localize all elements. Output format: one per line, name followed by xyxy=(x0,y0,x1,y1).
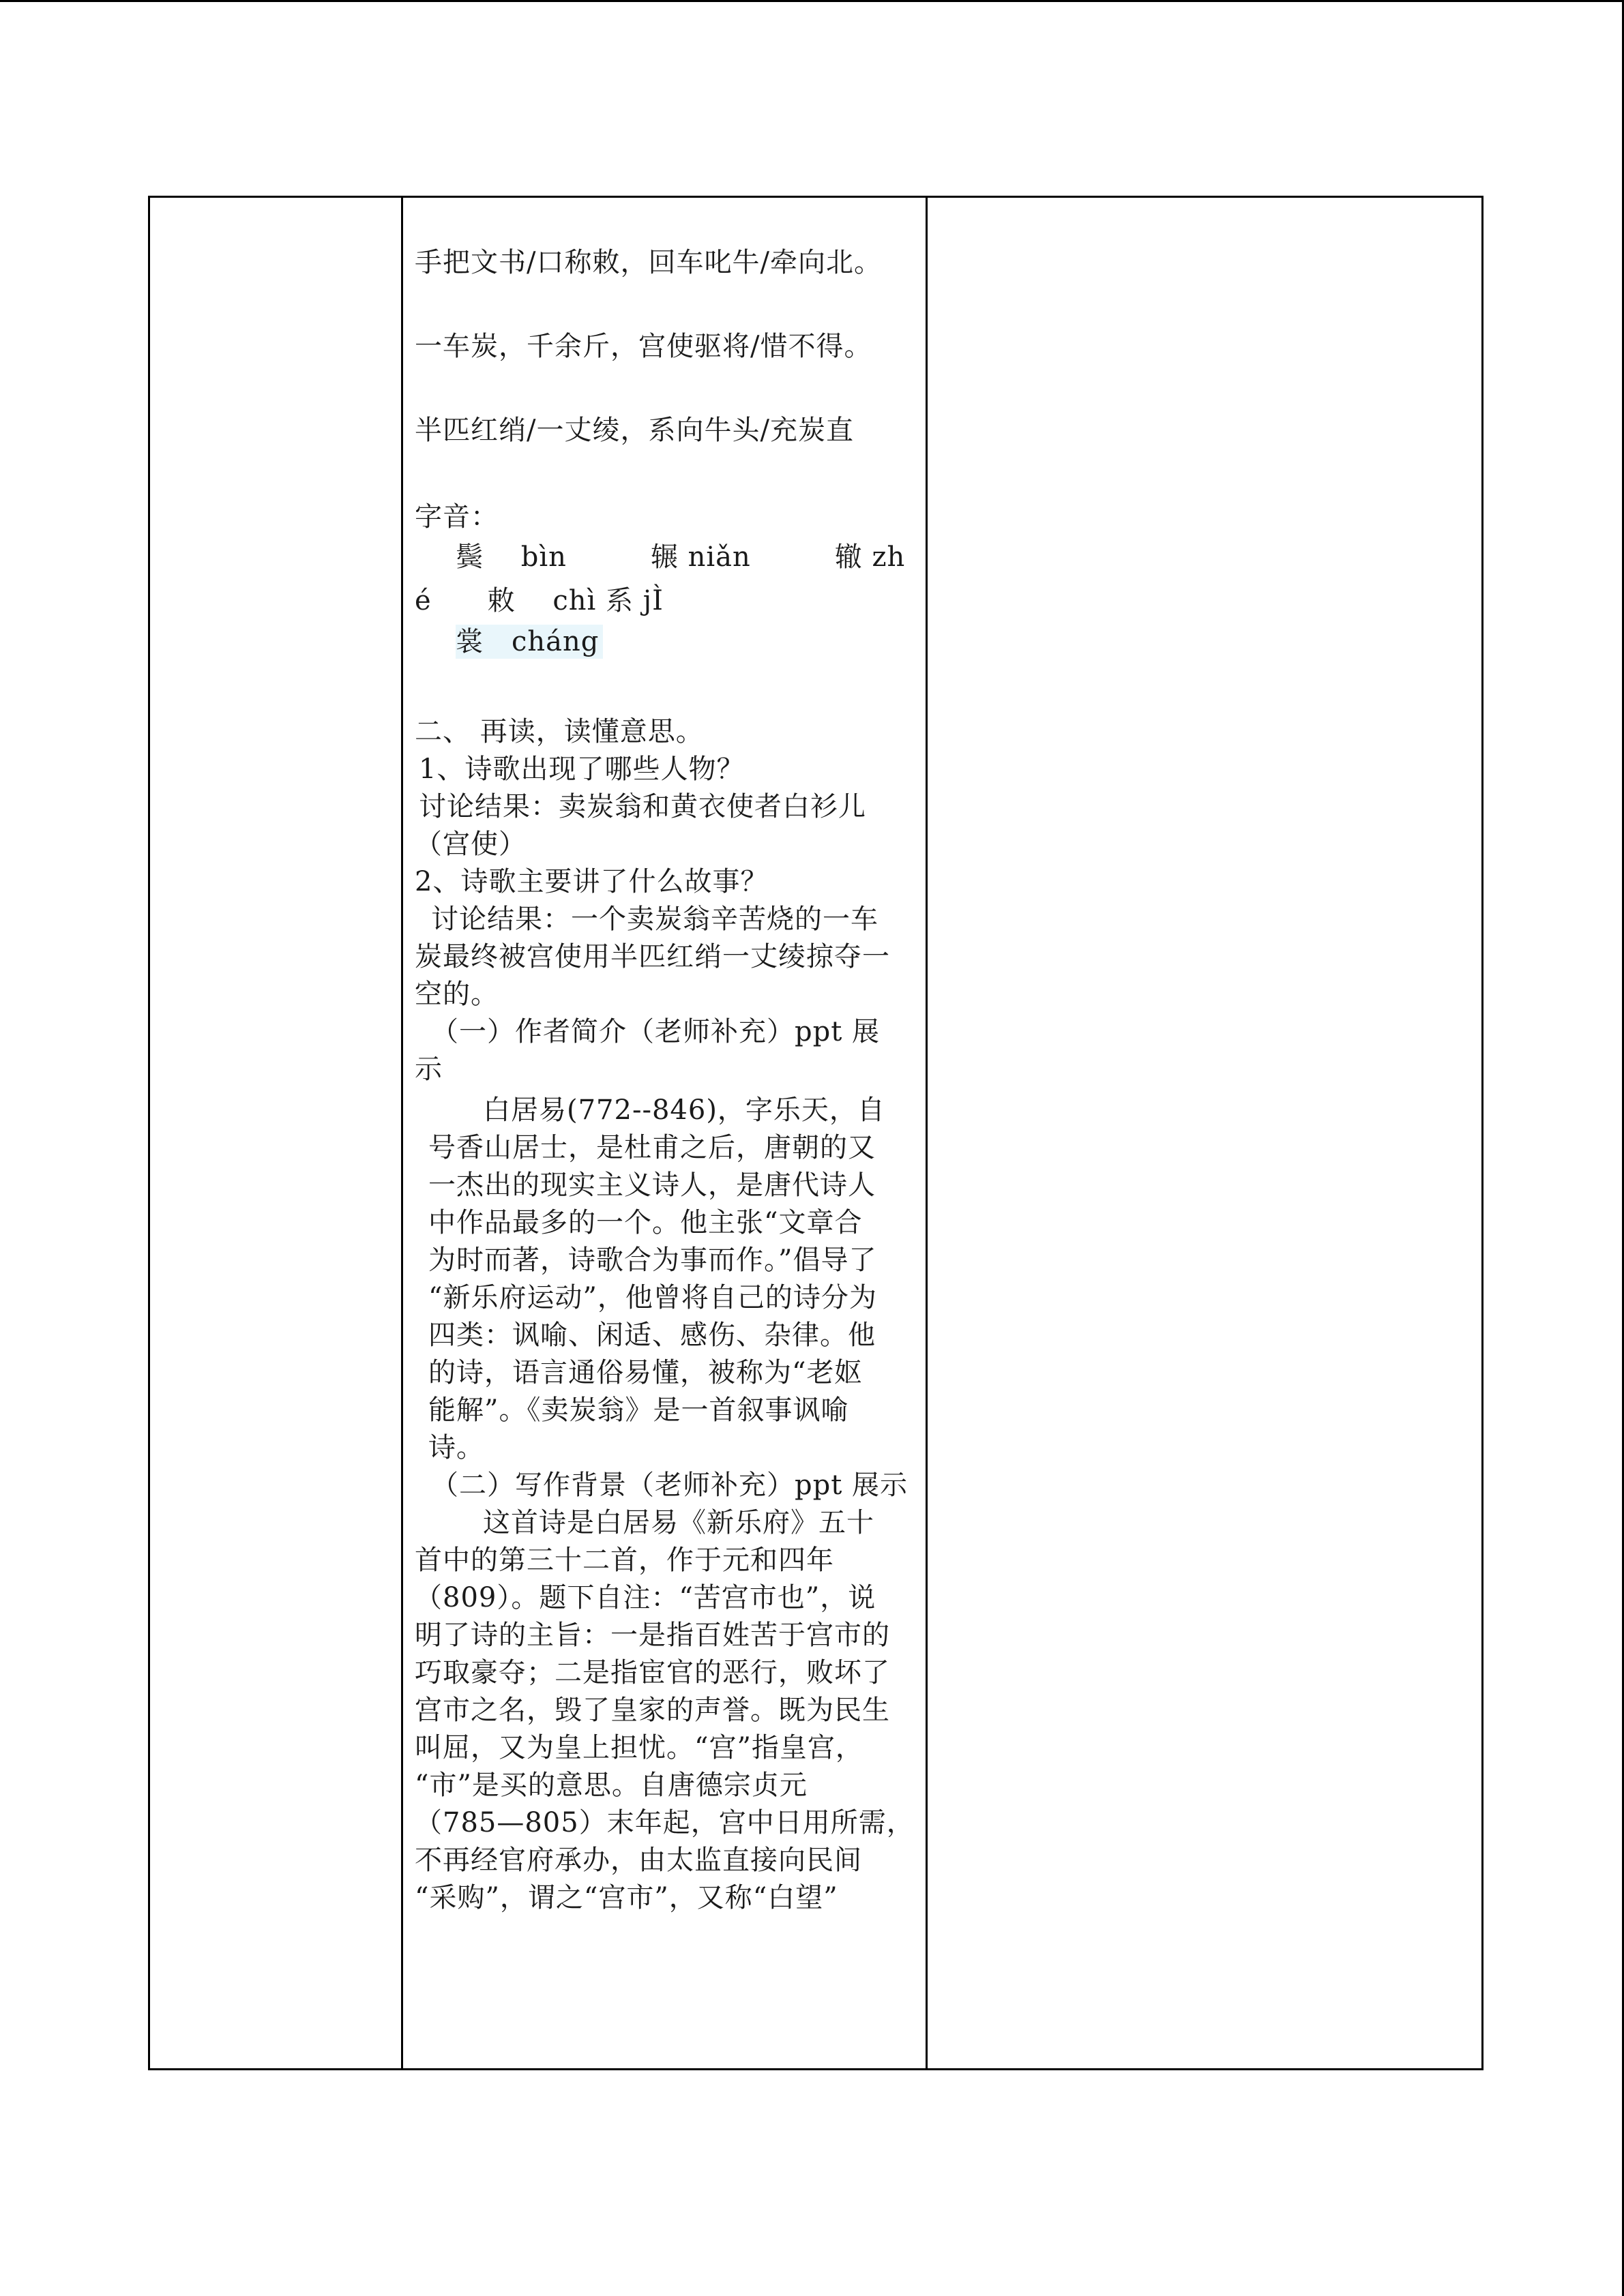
poem-line: 半匹红绡/一丈绫，系向牛头/充炭直 xyxy=(415,415,854,446)
answer: 讨论结果：卖炭翁和黄衣使者白衫儿 xyxy=(419,791,866,822)
author-intro-line: 号香山居士，是杜甫之后，唐朝的又 xyxy=(428,1132,876,1163)
background-line: 叫屈，又为皇上担忧。“宫”指皇宫， xyxy=(415,1732,863,1763)
pronunciation-heading: 字音： xyxy=(415,501,499,533)
question: 1、诗歌出现了哪些人物？ xyxy=(419,754,745,785)
background-line: （785—805）末年起，宫中日用所需， xyxy=(415,1807,915,1838)
background-line: “市”是买的意思。自唐德宗贞元 xyxy=(415,1770,808,1801)
author-intro-heading: 示 xyxy=(415,1054,443,1085)
background-line: 巧取豪夺；二是指宦官的恶行，败坏了 xyxy=(415,1657,890,1688)
background-heading: （二）写作背景（老师补充）ppt 展示 xyxy=(431,1470,908,1501)
answer: 空的。 xyxy=(415,979,499,1010)
author-intro-line: 能解”。《卖炭翁》是一首叙事讽喻 xyxy=(428,1395,849,1426)
author-intro-line: 四类：讽喻、闲适、感伤、杂律。他 xyxy=(428,1320,876,1351)
pronunciation-line: 裳 cháng xyxy=(456,625,603,659)
background-line: “采购”，谓之“宫市”，又称“白望” xyxy=(415,1882,838,1913)
poem-line: 一车炭，千余斤，宫使驱将/惜不得。 xyxy=(415,331,872,362)
author-intro-line: “新乐府运动”，他曾将自己的诗分为 xyxy=(428,1282,877,1313)
author-intro-line: 的诗，语言通俗易懂，被称为“老妪 xyxy=(428,1357,863,1388)
pronunciation-line: 鬓 bìn 辗 niǎn 辙 zh xyxy=(456,541,906,573)
background-line: 这首诗是白居易《新乐府》五十 xyxy=(483,1507,874,1538)
question: 2、诗歌主要讲了什么故事？ xyxy=(415,866,769,897)
author-intro-line: 中作品最多的一个。他主张“文章合 xyxy=(428,1207,863,1238)
author-intro-line: 白居易(772--846)，字乐天，自 xyxy=(483,1094,885,1126)
section-heading: 二、 再读，读懂意思。 xyxy=(415,716,704,747)
column-divider-left xyxy=(401,198,403,2068)
middle-column-cell xyxy=(415,198,919,2068)
author-intro-line: 诗。 xyxy=(428,1432,484,1463)
pronunciation-line: é 敕 chì 系 jÌ xyxy=(415,585,664,616)
background-line: 明了诗的主旨：一是指百姓苦于宫市的 xyxy=(415,1620,890,1651)
page-top-border xyxy=(0,0,1624,2)
answer: 炭最终被宫使用半匹红绡一丈绫掠夺一 xyxy=(415,941,890,972)
answer: （宫使） xyxy=(415,829,527,860)
background-line: （809）。题下自注：“苦宫市也”，说 xyxy=(415,1582,876,1613)
column-divider-right xyxy=(926,198,928,2068)
background-line: 宫市之名，毁了皇家的声誉。既为民生 xyxy=(415,1695,890,1726)
lesson-plan-table xyxy=(148,196,1483,2070)
background-line: 首中的第三十二首，作于元和四年 xyxy=(415,1545,834,1576)
answer: 讨论结果：一个卖炭翁辛苦烧的一车 xyxy=(431,904,879,935)
background-line: 不再经官府承办，由太监直接向民间 xyxy=(415,1845,862,1876)
author-intro-line: 一杰出的现实主义诗人，是唐代诗人 xyxy=(428,1169,876,1201)
author-intro-heading: （一）作者简介（老师补充）ppt 展 xyxy=(431,1016,880,1047)
author-intro-line: 为时而著，诗歌合为事而作。”倡导了 xyxy=(428,1244,877,1276)
poem-line: 手把文书/口称敕，回车叱牛/牵向北。 xyxy=(415,247,882,278)
